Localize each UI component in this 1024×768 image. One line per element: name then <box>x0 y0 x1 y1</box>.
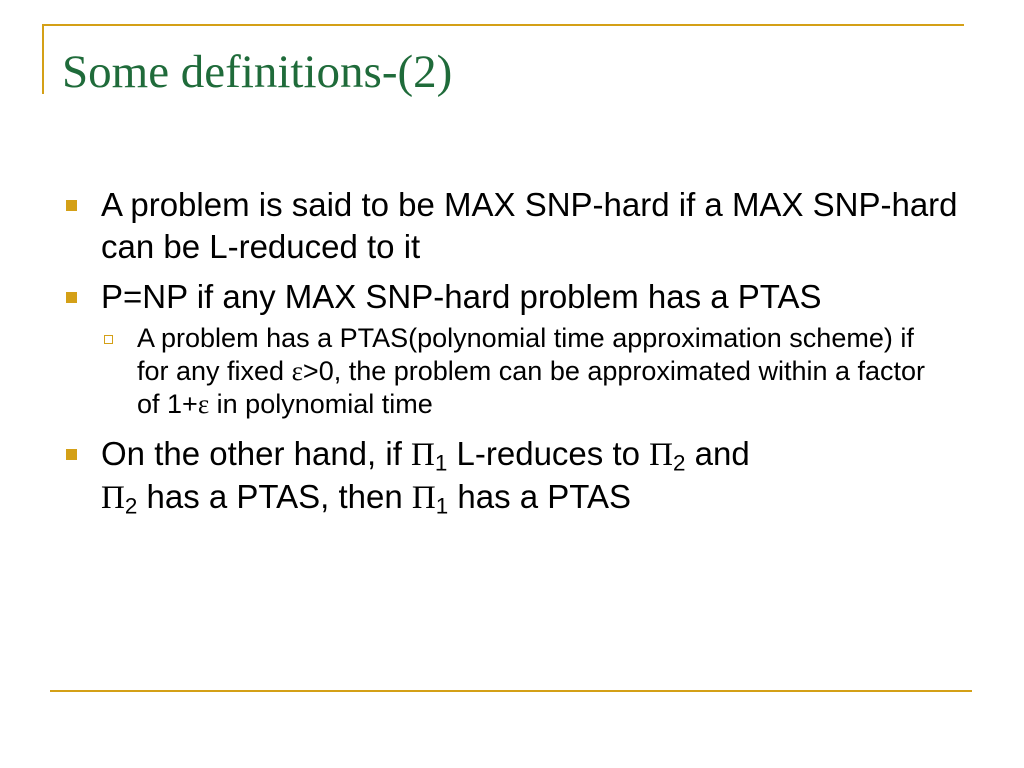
sub-bullet-text-2: >0, the problem can be approximated within a factor of 1+ <box>137 356 926 419</box>
sub-bullet-text-3: in polynomial time <box>209 389 433 419</box>
square-bullet-icon <box>66 200 77 211</box>
subscript: 1 <box>434 450 448 476</box>
bullet-3-text-4: has a PTAS, then <box>137 478 412 515</box>
bullet-item-2 <box>0 276 1024 318</box>
left-rule <box>42 24 44 94</box>
sub-bullet-text-1: A problem has a PTAS(polynomial time approximation scheme) if for any fixed <box>137 323 914 386</box>
subscript: 1 <box>435 493 449 519</box>
slide-title: Some definitions-(2) <box>62 46 453 98</box>
sub-bullet-item-1 <box>0 322 1024 421</box>
bullet-3-text-3: and <box>685 435 750 472</box>
subscript: 2 <box>124 493 138 519</box>
bullet-item-1 <box>0 184 1024 268</box>
bullet-2-text: P=NP if any MAX SNP-hard problem has a PTAS <box>101 278 822 315</box>
bullet-3-text-2: L-reduces to <box>447 435 650 472</box>
pi-symbol: Π <box>411 437 435 473</box>
bullet-item-3 <box>0 433 1024 519</box>
square-bullet-icon <box>66 292 77 303</box>
pi-symbol: Π <box>649 437 673 473</box>
square-bullet-icon <box>66 449 77 460</box>
bullet-list <box>0 184 1024 527</box>
pi-symbol: Π <box>101 480 125 516</box>
bullet-3-text-1: On the other hand, if <box>101 435 412 472</box>
bullet-3-text-5: has a PTAS <box>448 478 632 515</box>
hollow-square-bullet-icon <box>104 335 113 344</box>
epsilon-symbol: ε <box>197 389 210 419</box>
top-rule <box>42 24 964 26</box>
bullet-1-text: A problem is said to be MAX SNP-hard if a MAX SNP-hard can be L-reduced to it <box>101 186 958 265</box>
pi-symbol: Π <box>411 480 436 516</box>
bottom-rule <box>50 690 972 692</box>
subscript: 2 <box>673 450 686 476</box>
epsilon-symbol: ε <box>291 356 303 386</box>
